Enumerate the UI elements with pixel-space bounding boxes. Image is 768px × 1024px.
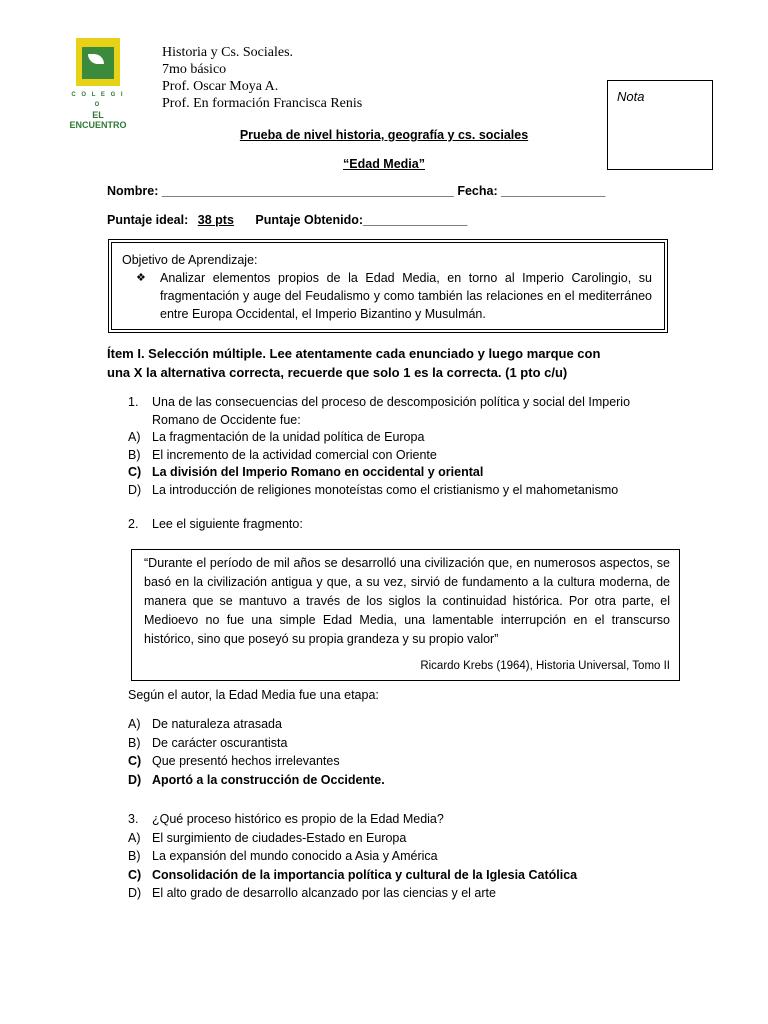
logo-line-2: EL ENCUENTRO bbox=[69, 110, 127, 130]
header-grade: 7mo básico bbox=[162, 62, 227, 77]
option-2a[interactable]: A) De naturaleza atrasada bbox=[128, 717, 282, 731]
school-logo bbox=[68, 38, 128, 130]
objective-text: Analizar elementos propios de la Edad Media, en torno al Imperio Carolingio, su fragmentación y auge del Feudalismo y como también las relaciones en el mediterráneo entre Europa Occidental, el Imperio Bizantino y Musulmán. bbox=[160, 271, 652, 321]
logo-line-1: C O L E G I O bbox=[71, 92, 125, 108]
option-3b[interactable]: B) La expansión del mundo conocido a Asia y América bbox=[128, 849, 438, 863]
question-2-prompt: Según el autor, la Edad Media fue una etapa: bbox=[128, 688, 379, 702]
learning-objective-box bbox=[108, 239, 668, 333]
question-text: ¿Qué proceso histórico es propio de la Edad Media? bbox=[152, 812, 444, 826]
grade-label: Nota bbox=[617, 89, 645, 104]
score-row bbox=[107, 213, 467, 227]
question-number: 1. bbox=[128, 395, 139, 409]
option-3d[interactable]: D) El alto grado de desarrollo alcanzado por las ciencias y el arte bbox=[128, 886, 496, 900]
question-3 bbox=[128, 810, 648, 903]
question-1 bbox=[128, 394, 648, 499]
header-info bbox=[162, 44, 362, 112]
name-date-field[interactable]: Nombre: __________________________________________ Fecha: _______________ bbox=[107, 184, 606, 198]
ideal-score-label: Puntaje ideal: bbox=[107, 213, 189, 227]
option-1d[interactable]: D) La introducción de religiones monoteístas como el cristianismo y el mahometanismo bbox=[128, 482, 619, 497]
obtained-score-field[interactable]: Puntaje Obtenido:_______________ bbox=[255, 213, 468, 227]
question-number: 3. bbox=[128, 812, 139, 826]
header-trainee-teacher: Prof. En formación Francisca Renis bbox=[162, 96, 363, 111]
question-text-cont: Romano de Occidente fue: bbox=[152, 412, 301, 427]
question-text: Una de las consecuencias del proceso de descomposición política y social del Imperio bbox=[152, 395, 631, 409]
question-2-options bbox=[128, 715, 648, 789]
option-2d[interactable]: D) Aportó a la construcción de Occidente. bbox=[128, 772, 385, 787]
quote-box bbox=[131, 549, 680, 681]
test-title: Prueba de nivel historia, geografía y cs. sociales bbox=[239, 128, 529, 142]
test-subtitle: “Edad Media” bbox=[343, 157, 425, 171]
option-3c[interactable]: C) Consolidación de la importancia política y cultural de la Iglesia Católica bbox=[128, 867, 578, 882]
option-3a[interactable]: A) El surgimiento de ciudades-Estado en Europa bbox=[128, 830, 407, 845]
section-title: Ítem I. Selección múltiple. Lee atentamente cada enunciado y luego marque con una X la alternativa correcta, recuerde que solo 1 es la correcta. (1 pto c/u) bbox=[107, 346, 601, 380]
option-1a[interactable]: A) La fragmentación de la unidad política de Europa bbox=[128, 430, 425, 444]
option-1c[interactable]: C) La división del Imperio Romano en occidental y oriental bbox=[128, 465, 484, 479]
option-2b[interactable]: B) De carácter oscurantista bbox=[128, 735, 288, 750]
option-2c[interactable]: C) Que presentó hechos irrelevantes bbox=[128, 754, 340, 768]
diamond-bullet-icon: ❖ bbox=[136, 272, 146, 284]
option-1b[interactable]: B) El incremento de la actividad comercial con Oriente bbox=[128, 447, 437, 462]
header-subject: Historia y Cs. Sociales. bbox=[162, 45, 294, 60]
objective-label: Objetivo de Aprendizaje: bbox=[122, 253, 258, 267]
header-teacher: Prof. Oscar Moya A. bbox=[162, 79, 279, 94]
quote-text: “Durante el período de mil años se desarrolló una civilización que, en numerosos aspectos, se basó en la civilización antigua y que, a su vez, sirvió de fundamento a la cultura moderna, de manera que se mantuvo a través de los siglos la continuidad histórica. Por otra parte, el Medioevo no fue una simple Edad Media, una lamentable interrupción en el transcurso histórico, sino que poseyó su propia grandeza y su propio valor” bbox=[144, 556, 670, 646]
question-text: Lee el siguiente fragmento: bbox=[152, 517, 303, 531]
question-number: 2. bbox=[128, 517, 139, 531]
ideal-score-value: 38 pts bbox=[197, 213, 234, 227]
question-2 bbox=[128, 516, 303, 534]
quote-source: Ricardo Krebs (1964), Historia Universal, Tomo II bbox=[420, 660, 670, 672]
logo-emblem-icon bbox=[76, 38, 120, 86]
